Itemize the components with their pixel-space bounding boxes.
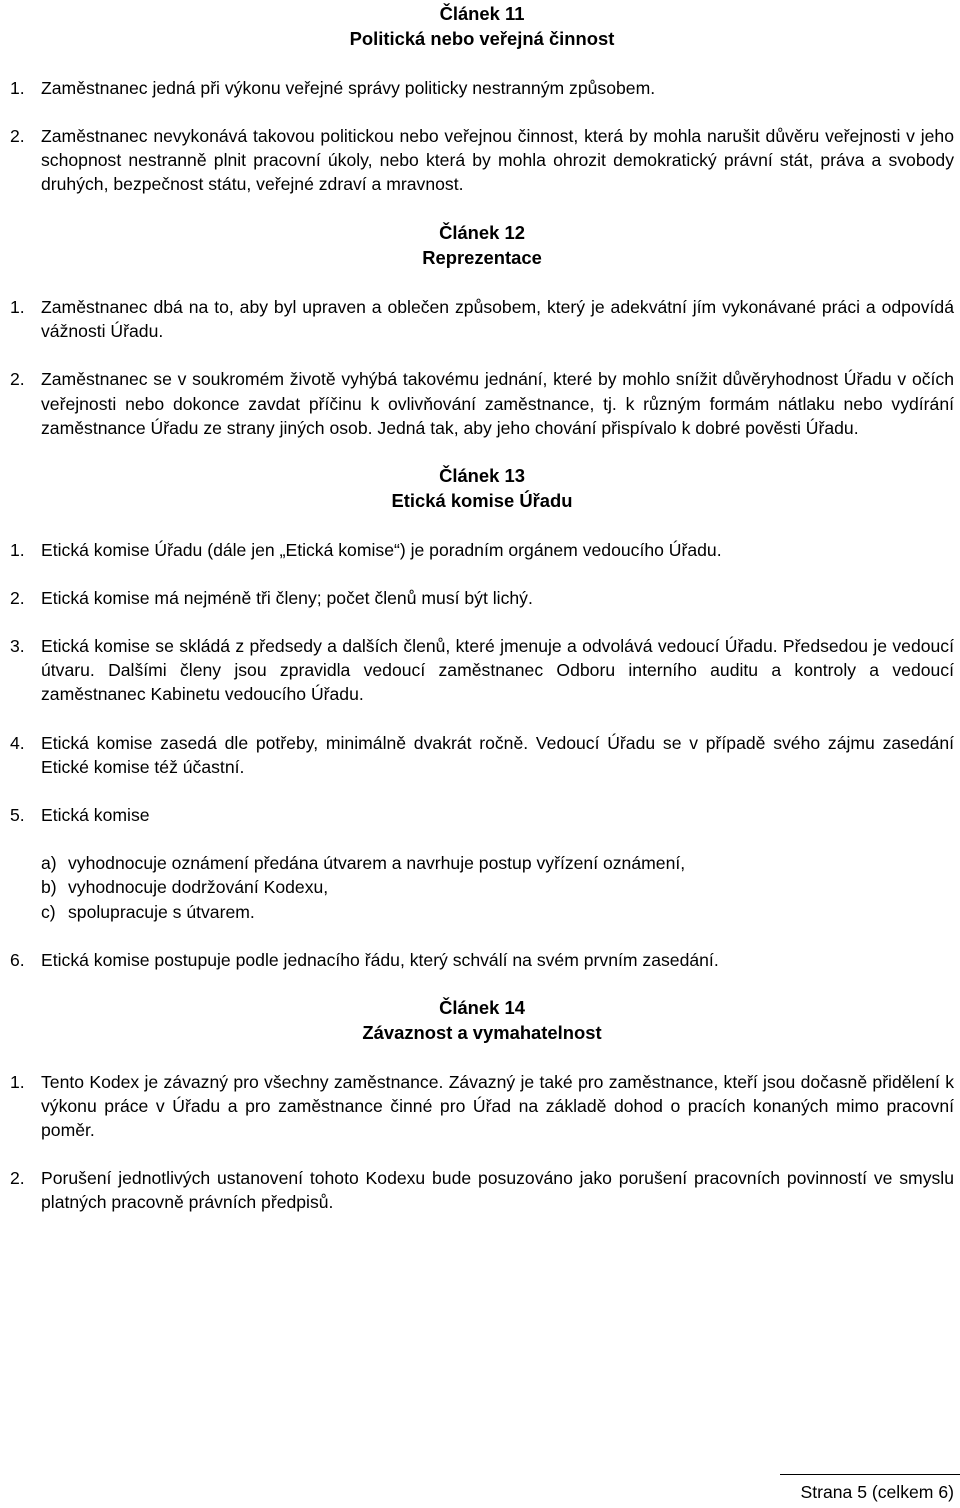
para-text: Etická komise Úřadu (dále jen „Etická komise“) je poradním orgánem vedoucího Úřadu. xyxy=(41,539,722,560)
para-number: 6. xyxy=(10,949,25,970)
article-11-heading: Článek 11 xyxy=(439,3,525,24)
article-14-heading: Článek 14 xyxy=(439,997,525,1019)
subitem-text: vyhodnocuje dodržování Kodexu, xyxy=(68,877,329,898)
article-13-heading: Článek 13 xyxy=(439,465,525,487)
para-text: Porušení jednotlivých ustanovení tohoto Kodexu bude posuzováno jako porušení pracovních povinností ve smyslu platných pracovně právních předpisů. xyxy=(41,1168,954,1213)
article-12-heading: Článek 12 xyxy=(439,222,525,244)
para-number: 2. xyxy=(10,587,25,608)
article-13-para-2 xyxy=(10,586,954,610)
para-number: 5. xyxy=(10,805,25,826)
para-text: Etická komise se skládá z předsedy a dalších členů, které jmenuje a odvolává vedoucí Úřadu. Předsedou je vedoucí útvaru. Dalšími členy jsou zpravidla vedoucí zaměstnanec Odboru interního auditu a kontroly a vedoucí zaměstnanec Kabinetu vedoucího Úřadu. xyxy=(41,636,954,705)
para-text: Zaměstnanec dbá na to, aby byl upraven a oblečen způsobem, který je adekvátní jím vykonávané práci a odpovídá vážnosti Úřadu. xyxy=(41,297,954,342)
para-number: 1. xyxy=(10,1071,25,1092)
subitem-c xyxy=(41,900,954,924)
subitem-letter: a) xyxy=(41,853,57,874)
para-number: 2. xyxy=(10,125,25,146)
footer-divider xyxy=(780,1474,960,1475)
article-13-subitems xyxy=(10,851,954,924)
subitem-text: spolupracuje s útvarem. xyxy=(68,901,255,922)
para-number: 2. xyxy=(10,1168,25,1189)
article-11-para-2 xyxy=(10,124,954,197)
article-11-title: Politická nebo veřejná činnost xyxy=(349,27,615,49)
subitem-letter: c) xyxy=(41,901,56,922)
page-number-footer: Strana 5 (celkem 6) xyxy=(800,1482,954,1502)
para-number: 4. xyxy=(10,732,25,753)
para-text: Etická komise xyxy=(41,805,150,826)
article-13-para-6 xyxy=(10,948,954,972)
para-text: Tento Kodex je závazný pro všechny zaměstnance. Závazný je také pro zaměstnance, kteří jsou dočasně přidělení k výkonu práce v Úřadu a pro zaměstnance činné pro Úřad na základě dohod o pracích konaných mimo pracovní poměr. xyxy=(41,1071,954,1141)
article-14-title: Závaznost a vymahatelnost xyxy=(362,1021,602,1043)
para-number: 3. xyxy=(10,636,25,657)
subitem-a xyxy=(41,851,954,875)
para-text: Etická komise zasedá dle potřeby, minimálně dvakrát ročně. Vedoucí Úřadu se v případě svého zájmu zasedání Etické komise též účastní. xyxy=(41,732,954,777)
para-number: 1. xyxy=(10,77,25,98)
article-14-para-2 xyxy=(10,1166,954,1214)
article-13-para-1 xyxy=(10,538,954,562)
para-text: Zaměstnanec nevykonává takovou politickou nebo veřejnou činnost, která by mohla narušit důvěru veřejnosti v jeho schopnost nestranně plnit pracovní úkoly, nebo která by mohla ohrozit demokratický právní stát, práva a svobody druhých, bezpečnost státu, veřejné zdraví a mravnost. xyxy=(41,125,954,195)
article-11-para-1 xyxy=(10,76,954,100)
para-text: Etická komise postupuje podle jednacího řádu, který schválí na svém prvním zasedání. xyxy=(41,949,719,970)
para-number: 1. xyxy=(10,539,25,560)
para-text: Zaměstnanec jedná při výkonu veřejné správy politicky nestranným způsobem. xyxy=(41,77,656,98)
article-12-para-2 xyxy=(10,367,954,440)
para-number: 2. xyxy=(10,369,25,390)
subitem-letter: b) xyxy=(41,877,57,898)
article-14-para-1 xyxy=(10,1070,954,1143)
document-page xyxy=(10,2,954,1215)
para-text: Zaměstnanec se v soukromém životě vyhýbá takovému jednání, které by mohlo snížit důvěryhodnost Úřadu v očích veřejnosti nebo dokonce zavdat příčinu k ovlivňování zaměstnance, tj. k různým formám nátlaku nebo vydírání zaměstnance Úřadu ze strany jiných osob. Jedná tak, aby jeho chování přispívalo k dobré pověsti Úřadu. xyxy=(41,369,954,438)
article-13-title: Etická komise Úřadu xyxy=(391,489,573,511)
article-12-para-1 xyxy=(10,295,954,343)
para-text: Etická komise má nejméně tři členy; počet členů musí být lichý. xyxy=(41,587,533,608)
subitem-b xyxy=(41,875,954,899)
article-13-para-3 xyxy=(10,634,954,707)
subitem-text: vyhodnocuje oznámení předána útvarem a navrhuje postup vyřízení oznámení, xyxy=(68,853,686,874)
article-12-title: Reprezentace xyxy=(422,247,542,269)
article-13-para-4 xyxy=(10,731,954,779)
para-number: 1. xyxy=(10,297,25,317)
article-13-para-5 xyxy=(10,803,954,827)
